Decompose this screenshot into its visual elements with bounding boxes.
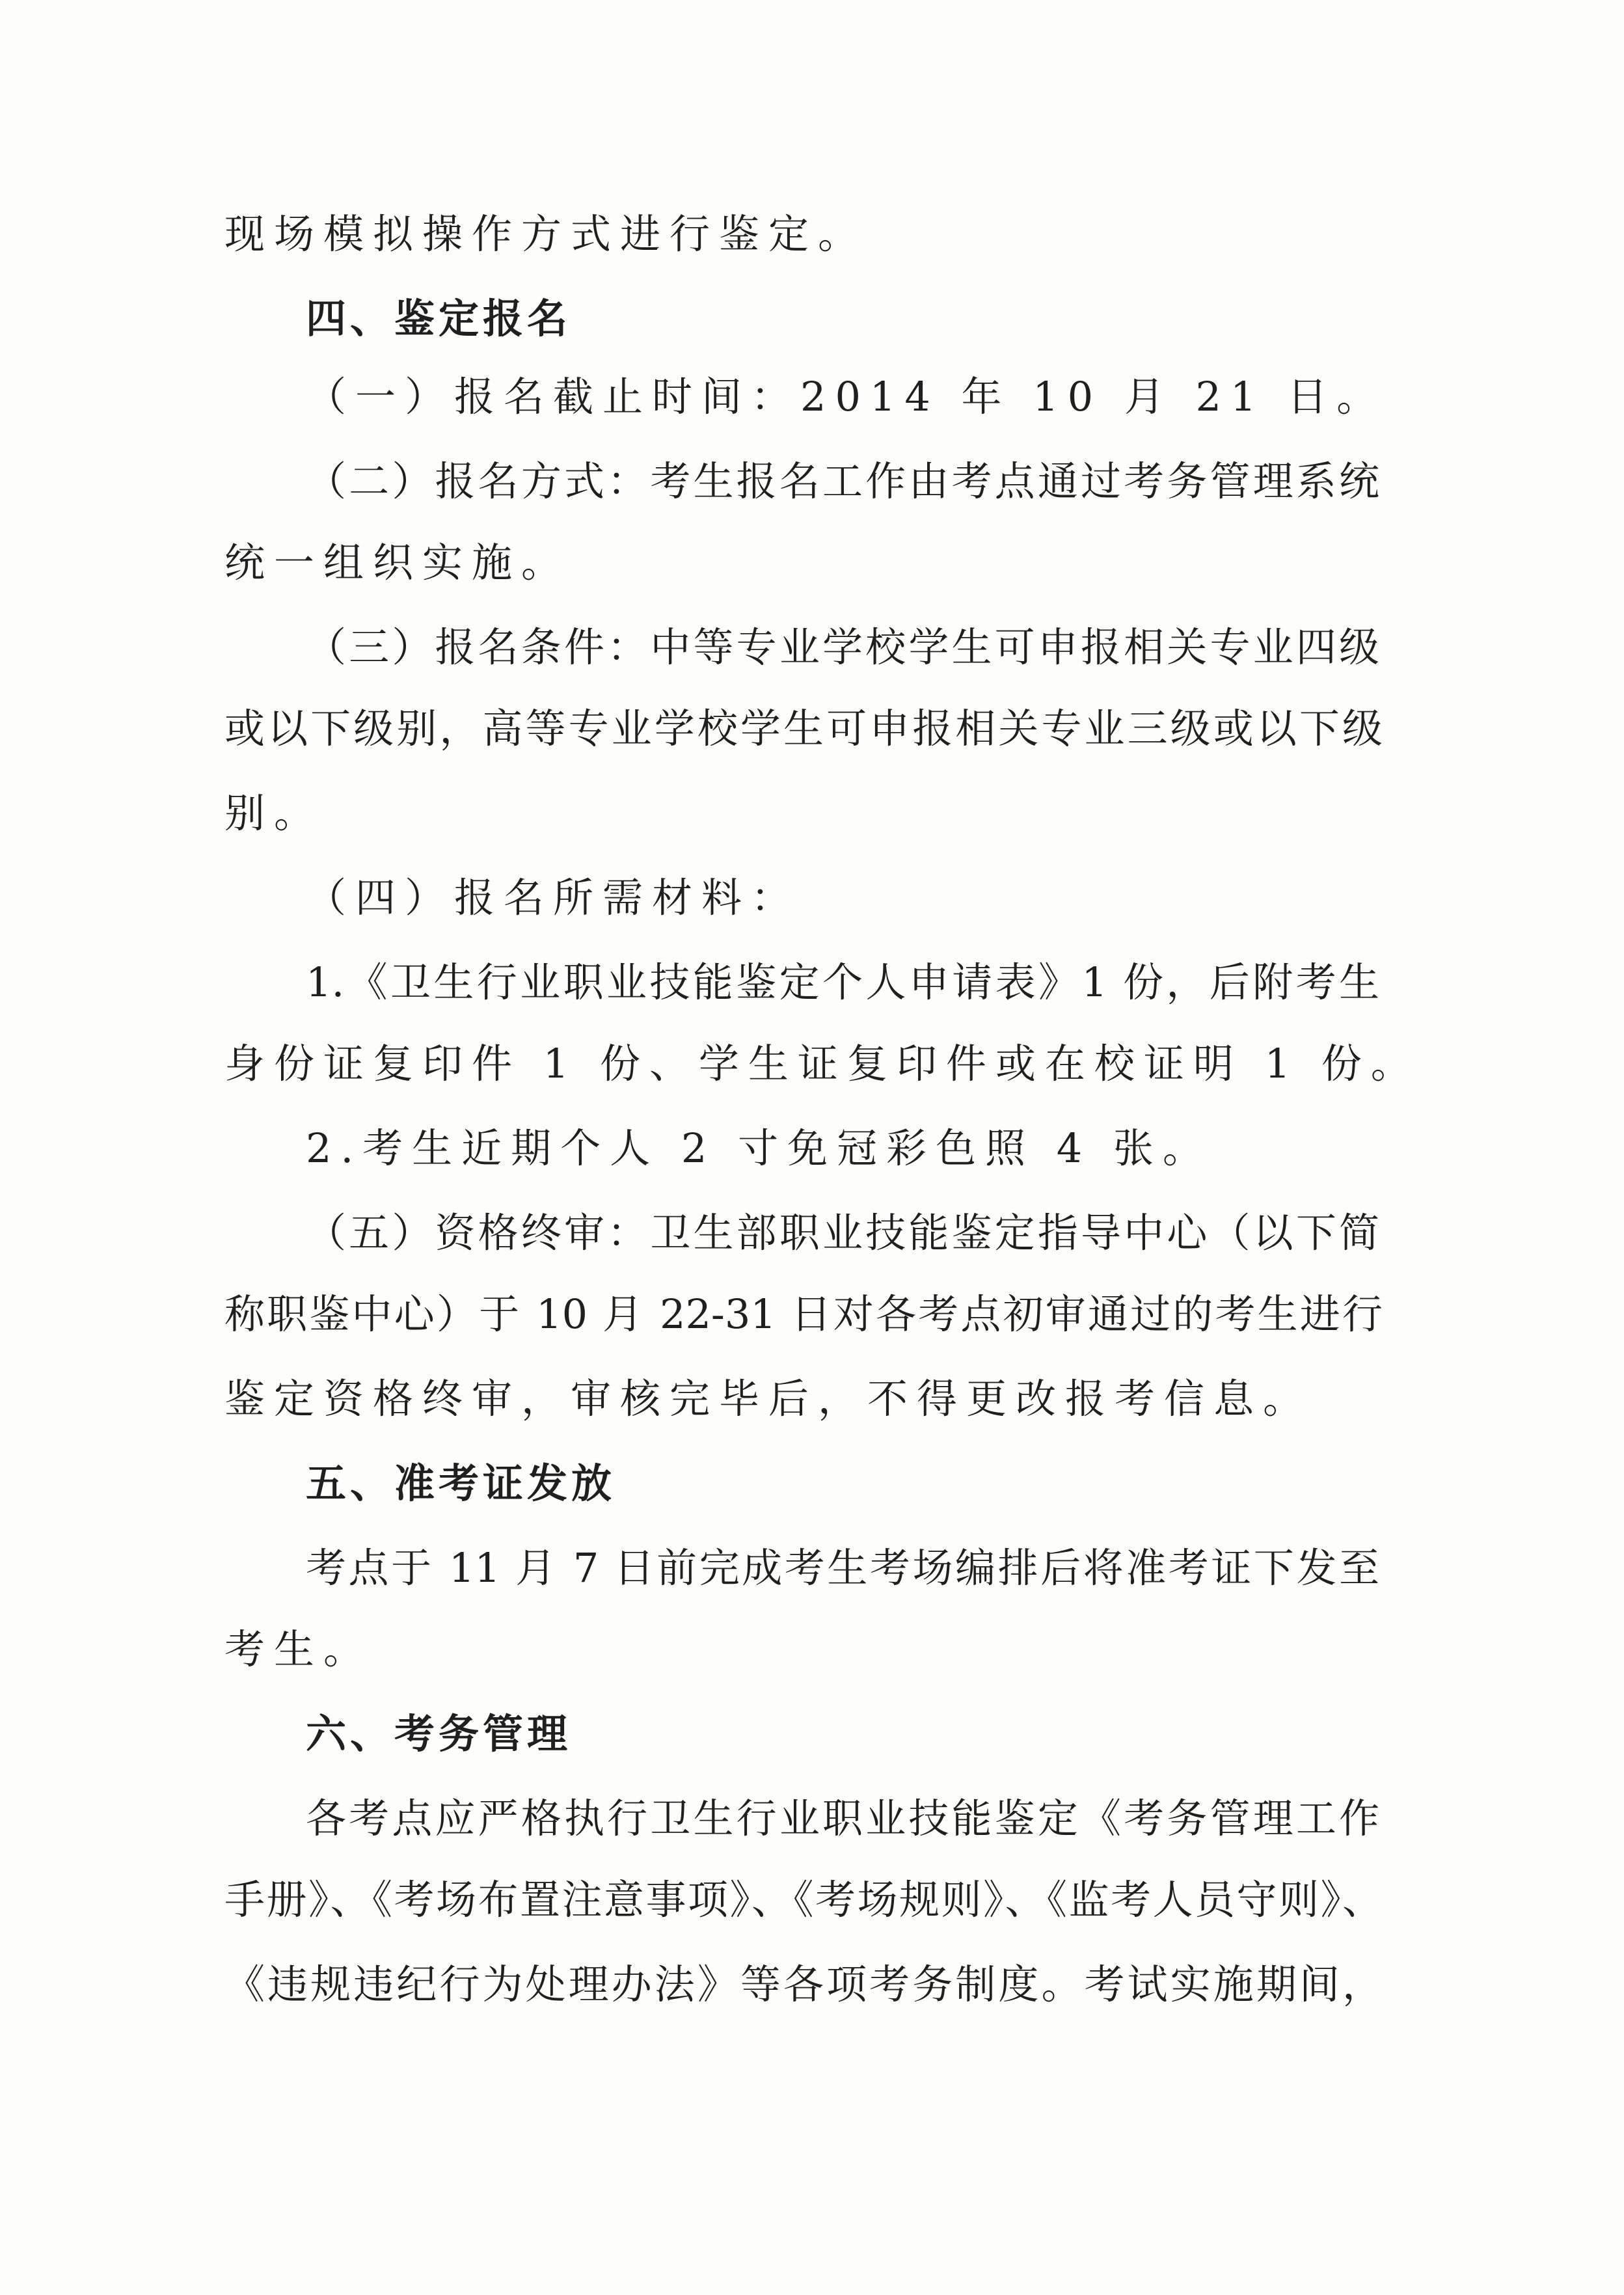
section-heading-admission-ticket: 五、准考证发放 xyxy=(306,1460,616,1507)
paragraph-line: （二）报名方式：考生报名工作由考点通过考务管理系统 xyxy=(306,457,1379,505)
paragraph-line: 手册》、《考场布置注意事项》、《考场规则》、《监考人员守则》、 xyxy=(224,1876,1383,1923)
paragraph-line: 2.考生近期个人 2 寸免冠彩色照 4 张。 xyxy=(306,1124,1212,1172)
section-heading-registration: 四、鉴定报名 xyxy=(306,295,572,342)
paragraph-line: 现场模拟操作方式进行鉴定。 xyxy=(224,210,868,258)
paragraph-line: （四）报名所需材料： xyxy=(306,874,801,921)
paragraph-line: 鉴定资格终审，审核完毕后，不得更改报考信息。 xyxy=(224,1375,1313,1422)
paragraph-line: 考生。 xyxy=(224,1625,373,1673)
paragraph-line: 统一组织实施。 xyxy=(224,539,571,586)
paragraph-line: （三）报名条件：中等专业学校学生可申报相关专业四级 xyxy=(306,623,1379,671)
paragraph-line: （一）报名截止时间：2014 年 10 月 21 日。 xyxy=(306,373,1387,420)
paragraph-line: 或以下级别，高等专业学校学生可申报相关专业三级或以下级 xyxy=(224,705,1383,752)
paragraph-line: 各考点应严格执行卫生行业职业技能鉴定《考务管理工作 xyxy=(306,1795,1379,1842)
paragraph-line: 别。 xyxy=(224,789,324,837)
paragraph-line: 称职鉴中心）于 10 月 22-31 日对各考点初审通过的考生进行 xyxy=(224,1290,1383,1338)
paragraph-line: 《违规违纪行为处理办法》等各项考务制度。考试实施期间， xyxy=(224,1961,1383,2008)
paragraph-line: 考点于 11 月 7 日前完成考生考场编排后将准考证下发至 xyxy=(306,1544,1379,1592)
section-heading-exam-management: 六、考务管理 xyxy=(306,1710,572,1758)
paragraph-line: 身份证复印件 1 份、学生证复印件或在校证明 1 份。 xyxy=(224,1040,1420,1087)
paragraph-line: （五）资格终审：卫生部职业技能鉴定指导中心（以下简 xyxy=(306,1209,1379,1256)
paragraph-line: 1.《卫生行业职业技能鉴定个人申请表》1 份，后附考生 xyxy=(306,958,1379,1006)
